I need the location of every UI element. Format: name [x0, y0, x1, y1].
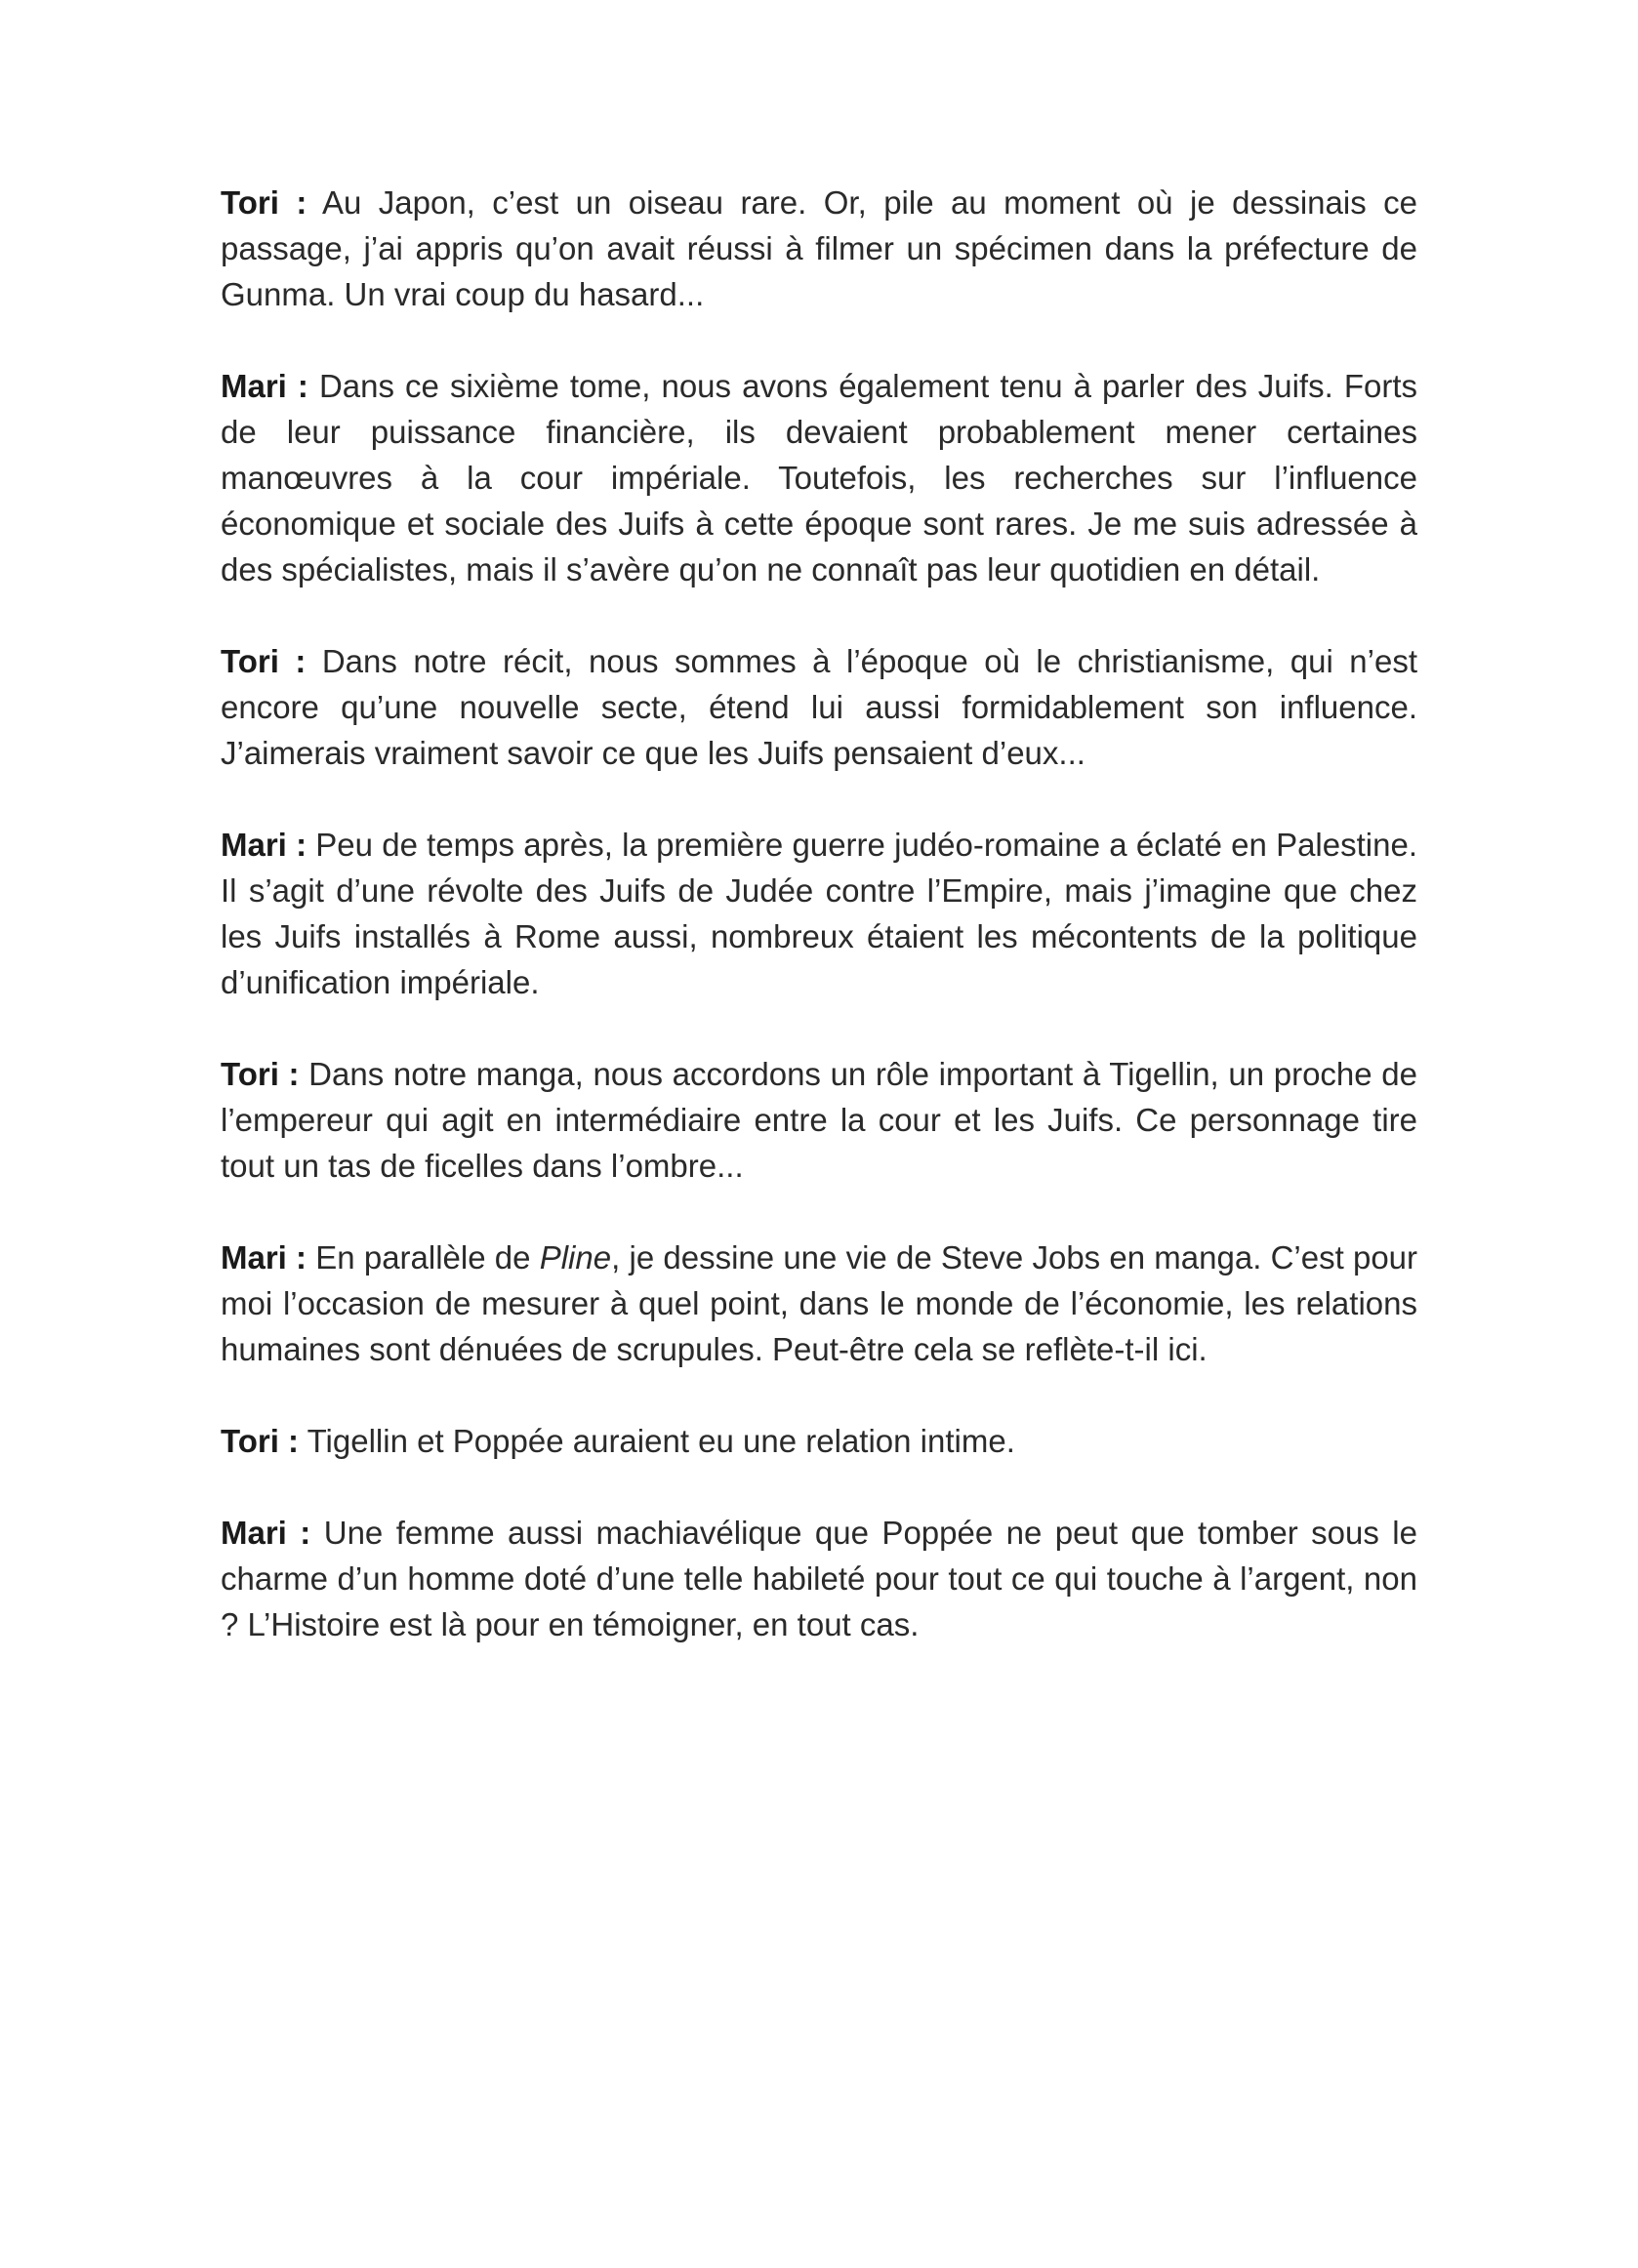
dialogue-text: Dans notre récit, nous sommes à l’époque où le christianisme, qui n’est encore qu’une nouvelle secte, étend lui aussi formidablement son influence. J’aimerais vraiment savoir ce que les Juifs pensaient d’eux... [221, 643, 1417, 771]
speaker-label: Tori : [221, 643, 307, 679]
document-page [221, 180, 1417, 1693]
dialogue-paragraph [221, 822, 1417, 1005]
speaker-label: Mari : [221, 368, 308, 404]
dialogue-text: Dans notre manga, nous accordons un rôle important à Tigellin, un proche de l’empereur qui agit en intermédiaire entre la cour et les Juifs. Ce personnage tire tout un tas de ficelles dans l’ombre... [221, 1056, 1417, 1184]
dialogue-text: Une femme aussi machiavélique que Poppée ne peut que tomber sous le charme d’un homme doté d’une telle habileté pour tout ce qui touche à l’argent, non ? L’Histoire est là pour en témoigner, en tout cas. [221, 1515, 1417, 1642]
dialogue-text: Tigellin et Poppée auraient eu une relation intime. [299, 1423, 1015, 1459]
dialogue-paragraph [221, 1235, 1417, 1372]
dialogue-text: , je dessine une vie de Steve Jobs en manga. C’est pour moi l’occasion de mesurer à quel point, dans le monde de l’économie, les relations humaines sont dénuées de scrupules. Peut-être cela se reflète-t-il ici. [221, 1239, 1418, 1367]
dialogue-paragraph [221, 638, 1417, 776]
book-title: Pline [539, 1239, 612, 1276]
dialogue-paragraph [221, 180, 1417, 317]
speaker-label: Mari : [221, 1239, 307, 1276]
dialogue-text: Dans ce sixième tome, nous avons également tenu à parler des Juifs. Forts de leur puissance financière, ils devaient probablement mener certaines manœuvres à la cour impériale. Toutefois, les recherches sur l’influence économique et sociale des Juifs à cette époque sont rares. Je me suis adressée à des spécialistes, mais il s’avère qu’on ne connaît pas leur quotidien en détail. [221, 368, 1417, 587]
speaker-label: Mari : [221, 827, 307, 863]
dialogue-paragraph [221, 1510, 1417, 1647]
speaker-label: Tori : [221, 1423, 300, 1459]
dialogue-text: Peu de temps après, la première guerre judéo-romaine a éclaté en Palestine. Il s’agit d’une révolte des Juifs de Judée contre l’Empire, mais j’imagine que chez les Juifs installés à Rome aussi, nombreux étaient les mécontents de la politique d’unification impériale. [221, 827, 1417, 1000]
speaker-label: Mari : [221, 1515, 311, 1551]
speaker-label: Tori : [221, 184, 307, 221]
speaker-label: Tori : [221, 1056, 300, 1092]
dialogue-text: Au Japon, c’est un oiseau rare. Or, pile au moment où je dessinais ce passage, j’ai appris qu’on avait réussi à filmer un spécimen dans la préfecture de Gunma. Un vrai coup du hasard... [221, 184, 1417, 312]
dialogue-text: En parallèle de [307, 1239, 540, 1276]
dialogue-paragraph [221, 363, 1417, 592]
dialogue-paragraph [221, 1418, 1417, 1464]
dialogue-paragraph [221, 1051, 1417, 1189]
